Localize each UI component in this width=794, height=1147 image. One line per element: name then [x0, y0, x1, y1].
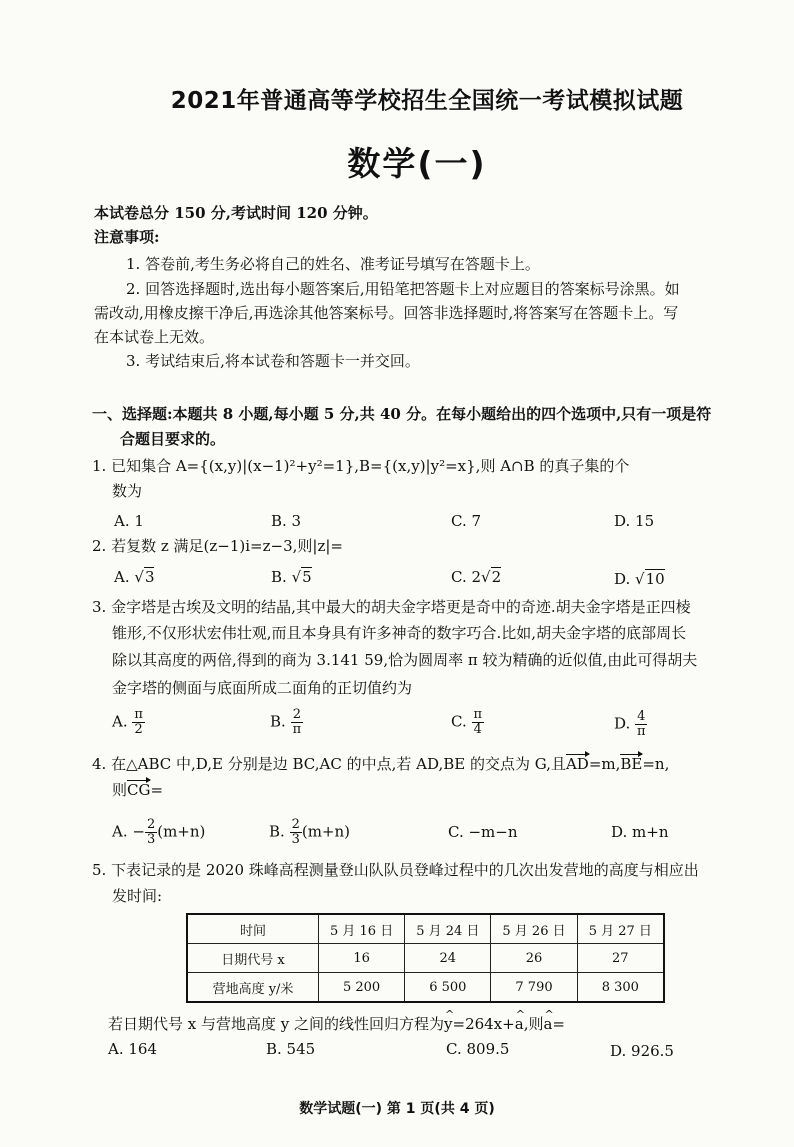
table-cell: 26 — [491, 944, 577, 973]
q3-option-b: B. $\frac{2}{\pi}$ — [270, 707, 302, 737]
q5-stem-line1: 5. 下表记录的是 2020 珠峰高程测量登山队队员登峰过程中的几次出发营地的高度与相应出 — [92, 861, 699, 879]
table-cell: 营地高度 y/米 — [187, 973, 319, 1003]
q4-option-c: C. −m−n — [448, 823, 518, 841]
q4-option-d: D. m+n — [611, 823, 669, 841]
q1-stem-line1: 1. 已知集合 A={(x,y)|(x−1)²+y²=1},B={(x,y)|y²=x},则 A∩B 的真子集的个 — [92, 457, 630, 475]
notice-2-line1: 2. 回答选择题时,选出每小题答案后,用铅笔把答题卡上对应题目的答案标号涂黑。如 — [126, 280, 680, 298]
table-cell: 7 790 — [491, 973, 577, 1003]
table-cell: 24 — [405, 944, 491, 973]
q5-data-table — [186, 913, 665, 1003]
intro-total: 本试卷总分 150 分,考试时间 120 分钟。 — [94, 204, 378, 222]
notice-2-line3: 在本试卷上无效。 — [94, 328, 215, 346]
page-footer: 数学试题(一) 第 1 页(共 4 页) — [299, 1101, 495, 1117]
notice-3: 3. 考试结束后,将本试卷和答题卡一并交回。 — [126, 352, 420, 370]
table-cell: 5 200 — [319, 973, 405, 1003]
q4-option-a: A. − $\frac{2}{3}$ (m+n) — [112, 817, 206, 847]
section1-heading-line1: 一、选择题:本题共 8 小题,每小题 5 分,共 40 分。在每小题给出的四个选项中,只有一项是符 — [92, 405, 712, 423]
q3-option-a: A. $\frac{\pi}{2}$ — [112, 707, 143, 737]
table-header-cell: 5 月 16 日 — [319, 914, 405, 944]
q3-stem-line3: 除以其高度的两倍,得到的商为 3.141 59,恰为圆周率 π 较为精确的近似值,由此可得胡夫 — [112, 651, 698, 669]
table-row — [187, 973, 664, 1003]
table-cell: 16 — [319, 944, 405, 973]
q4-stem-line1: 4. 在△ABC 中,D,E 分别是边 BC,AC 的中点,若 AD,BE 的交点为 G,且AD=m,BE=n, — [92, 755, 670, 773]
q5-stem-line2: 发时间: — [112, 887, 163, 905]
section1-heading-line2: 合题目要求的。 — [120, 430, 226, 448]
q4-option-b: B. $\frac{2}{3}$ (m+n) — [269, 817, 351, 847]
notice-2-line2: 需改动,用橡皮擦干净后,再选涂其他答案标号。回答非选择题时,将答案写在答题卡上。写 — [94, 304, 679, 322]
q2-option-a: A. √3 — [114, 568, 155, 586]
q1-option-d: D. 15 — [614, 512, 655, 530]
q5-option-c: C. 809.5 — [446, 1040, 510, 1058]
q4-stem-line2: 则CG= — [112, 781, 164, 799]
q3-stem-line1: 3. 金字塔是古埃及文明的结晶,其中最大的胡夫金字塔更是奇中的奇迹.胡夫金字塔是正四棱 — [92, 598, 691, 616]
q1-option-c: C. 7 — [451, 512, 482, 530]
q2-option-b: B. √5 — [271, 568, 312, 586]
q3-stem-line2: 锥形,不仅形状宏伟壮观,而且本身具有许多神奇的数字巧合.比如,胡夫金字塔的底部周长 — [112, 624, 687, 642]
q5-option-b: B. 545 — [266, 1040, 316, 1058]
table-cell: 27 — [577, 944, 664, 973]
q2-option-d: D. √10 — [614, 570, 665, 588]
table-header-cell: 5 月 26 日 — [491, 914, 577, 944]
q3-option-c: C. $\frac{\pi}{4}$ — [451, 707, 483, 737]
q3-option-d: D. $\frac{4}{\pi}$ — [614, 709, 646, 739]
table-cell: 8 300 — [577, 973, 664, 1003]
q5-option-a: A. 164 — [108, 1040, 157, 1058]
table-cell: 6 500 — [405, 973, 491, 1003]
q5-option-d: D. 926.5 — [610, 1042, 674, 1060]
q1-option-b: B. 3 — [271, 512, 302, 530]
exam-subject: 数学(一) — [347, 144, 487, 183]
table-cell: 日期代号 x — [187, 944, 319, 973]
table-row — [187, 914, 664, 944]
table-header-cell: 5 月 27 日 — [577, 914, 664, 944]
q3-stem-line4: 金字塔的侧面与底面所成二面角的正切值约为 — [112, 679, 413, 697]
table-header-cell: 时间 — [187, 914, 319, 944]
table-row — [187, 944, 664, 973]
notice-heading: 注意事项: — [94, 228, 160, 246]
q2-option-c: C. 2√2 — [451, 568, 502, 586]
table-header-cell: 5 月 24 日 — [405, 914, 491, 944]
exam-title: 2021年普通高等学校招生全国统一考试模拟试题 — [170, 88, 684, 114]
notice-1: 1. 答卷前,考生务必将自己的姓名、准考证号填写在答题卡上。 — [126, 255, 540, 273]
q1-option-a: A. 1 — [114, 512, 144, 530]
q2-stem: 2. 若复数 z 满足(z−1)i=z−3,则|z|= — [92, 537, 343, 555]
q1-stem-line2: 数为 — [112, 482, 143, 500]
q5-regression-line: 若日期代号 x 与营地高度 y 之间的线性回归方程为^ y=264x+^ a,则^ a= — [108, 1013, 565, 1035]
